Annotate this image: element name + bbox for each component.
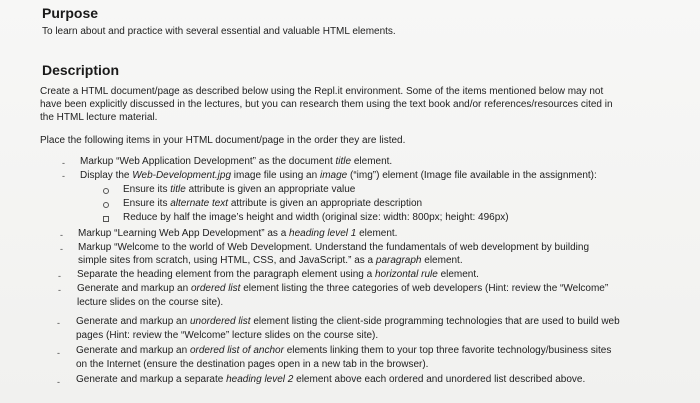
bullet-marker: -	[62, 158, 65, 168]
bullet-marker: -	[58, 271, 61, 281]
bullet-marker: -	[62, 171, 65, 181]
intro-line: the HTML lecture material.	[40, 112, 158, 123]
list-item: Separate the heading element from the paragraph element using a horizontal rule element.	[77, 269, 479, 280]
list-item: Generate and markup an ordered list element listing the three categories of web developers (Hint: review the “Welcome”	[77, 283, 609, 294]
bullet-marker: -	[60, 244, 63, 254]
intro-line: have been explicitly discussed in the lectures, but you can research them using the text book and/or references/resources cited in	[40, 99, 613, 110]
sub-list-item: Ensure its title attribute is given an appropriate value	[123, 184, 356, 195]
sub-list-item: Reduce by half the image’s height and width (original size: width: 800px; height: 496px)	[123, 212, 509, 223]
list-item-continuation: on the Internet (ensure the destination pages open in a new tab in the browser).	[76, 359, 429, 370]
bullet-marker: -	[57, 318, 60, 328]
list-item: Markup “Learning Web App Development” as a heading level 1 element.	[78, 228, 398, 239]
list-item: Markup “Welcome to the world of Web Development. Understand the fundamentals of web development by building	[78, 242, 590, 253]
bullet-marker: -	[57, 348, 60, 358]
place-line: Place the following items in your HTML document/page in the order they are listed.	[40, 135, 406, 146]
description-heading: Description	[42, 62, 120, 78]
list-item: Markup “Web Application Development” as the document title element.	[80, 156, 393, 167]
list-item: Generate and markup an ordered list of anchor elements linking them to your top three favorite technology/business sites	[76, 345, 612, 356]
list-item-continuation: pages (Hint: review the “Welcome” lecture slides on the course site).	[76, 330, 379, 341]
bullet-marker: -	[60, 230, 63, 240]
purpose-text: To learn about and practice with several essential and valuable HTML elements.	[42, 26, 396, 37]
subbullet-circle	[103, 202, 109, 208]
intro-line: Create a HTML document/page as described below using the Repl.it environment. Some of the items mentioned below may not	[40, 86, 604, 97]
subbullet-square	[103, 216, 109, 222]
list-item: Generate and markup a separate heading level 2 element above each ordered and unordered list described above.	[76, 374, 586, 385]
sub-list-item: Ensure its alternate text attribute is given an appropriate description	[123, 198, 423, 209]
list-item: Generate and markup an unordered list element listing the client-side programming technologies that are used to build web	[76, 316, 620, 327]
purpose-heading: Purpose	[42, 5, 99, 21]
list-item-continuation: simple sites from scratch, using HTML, CSS, and JavaScript.” as a paragraph element.	[78, 255, 463, 266]
subbullet-circle	[103, 188, 109, 194]
list-item-continuation: lecture slides on the course site).	[77, 297, 224, 308]
list-item: Display the Web-Development.jpg image file using an image (“img”) element (Image file available in the assignment):	[80, 170, 597, 181]
bullet-marker: -	[57, 377, 60, 387]
bullet-marker: -	[58, 285, 61, 295]
